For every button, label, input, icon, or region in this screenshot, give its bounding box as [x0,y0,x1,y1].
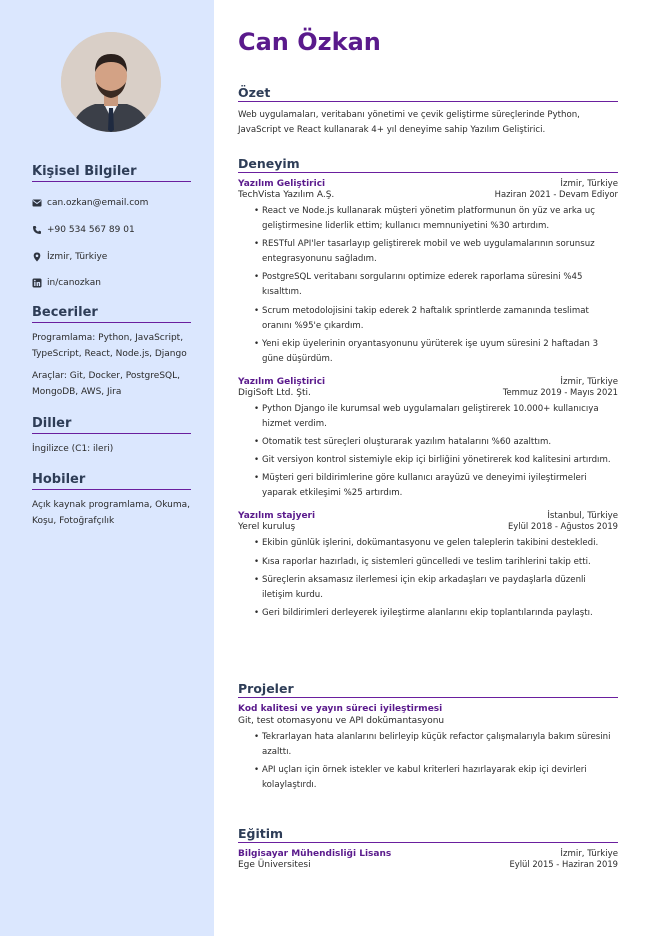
contact-linkedin[interactable] [32,270,191,297]
education-heading: Eğitim [238,826,618,843]
job-bullets [238,402,618,502]
job-dates: Temmuz 2019 - Mayıs 2021 [502,386,618,397]
contact-location-text: İzmir, Türkiye [47,251,108,262]
list-item: • PostgreSQL veritabanı sorgularını optimize ederek raporlama süresini %45 kısalttım. [254,270,618,300]
education-degree: Bilgisayar Mühendisliği Lisans [238,849,392,859]
contact-email-text: can.ozkan@email.com [47,198,149,209]
job-dates: Eylül 2018 - Ağustos 2019 [508,521,618,532]
page-title: Can Özkan [238,28,381,56]
job-location: İstanbul, Türkiye [547,511,618,522]
list-item: • Scrum metodolojisini takip ederek 2 haftalık sprintlerde zamanında teslimat oranını %95'e çıkardım. [254,304,618,334]
job-role: Yazılım stajyeri [238,511,316,522]
project-name: Kod kalitesi ve yayın süreci iyileştirmesi [238,704,443,714]
skills-tools: Araçlar: Git, Docker, PostgreSQL, MongoDB, AWS, Jira [32,371,180,397]
sidebar [0,0,214,936]
project-bullets [238,730,618,793]
contact-phone[interactable] [32,217,191,244]
education-school: Ege Üniversitesi [238,860,311,870]
list-item: • React ve Node.js kullanarak müşteri yönetim platformunun ön yüz ve arka uç geliştirmesine liderlik ettim; kullanıcı memnuniyetini %30 artırdım. [254,204,618,234]
languages-section [32,416,191,465]
project-tech: Git, test otomasyonu ve API dokümantasyonu [238,716,445,726]
job-company: TechVista Yazılım A.Ş. [238,190,335,200]
list-item: • Git versiyon kontrol sistemiyle ekip içi birliğini yönetirerek kod kalitesini artırdım. [254,453,618,468]
job-entry [238,511,618,621]
job-role: Yazılım Geliştirici [238,376,326,387]
summary-section [238,85,618,138]
job-company: DigiSoft Ltd. Şti. [238,387,311,398]
job-role: Yazılım Geliştirici [238,179,326,189]
experience-heading: Deneyim [238,156,618,173]
list-item: • Kısa raporlar hazırladı, iç sistemleri güncelledi ve teslim tarihlerini takip etti. [254,555,618,570]
list-item: • API uçları için örnek istekler ve kabul kriterleri hazırlayarak ekip içi devirleri kolaylaştırdı. [254,763,618,793]
list-item: • Python Django ile kurumsal web uygulamaları geliştirerek 10.000+ kullanıcıya hizmet verdim. [254,402,618,432]
skills-section [32,305,191,407]
hobbies-heading: Hobiler [32,472,191,490]
contact-email[interactable] [32,190,191,217]
list-item: • RESTful API'ler tasarlayıp geliştirerek mobil ve web uygulamalarının sorunsuz entegrasyonunu sağladım. [254,237,618,267]
location-pin-icon [32,252,42,262]
job-location: İzmir, Türkiye [560,179,618,189]
list-item: • Geri bildirimleri derleyerek iyileştirme alanlarını ekip toplantılarında paylaştı. [254,606,618,621]
job-company: Yerel kuruluş [238,522,296,533]
projects-heading: Projeler [238,681,618,698]
job-bullets [238,204,618,367]
personal-info-heading: Kişisel Bilgiler [32,164,191,182]
hobbies-text: Açık kaynak programlama, Okuma, Koşu, Fotoğrafçılık [32,500,191,526]
contact-location [32,243,191,270]
summary-text: Web uygulamaları, veritabanı yönetimi ve çevik geliştirme süreçlerinde Python, JavaScript ve React kullanarak 4+ yıl deneyime sahip Yazılım Geliştirici. [238,110,580,135]
languages-text: İngilizce (C1: ileri) [32,444,114,454]
skills-programming: Programlama: Python, JavaScript, TypeScript, React, Node.js, Django [32,333,187,359]
list-item: • Müşteri geri bildirimlerine göre kullanıcı arayüzü ve deneyimi iyileştirmeleri yaparak etkileşimi %25 artırdım. [254,471,618,501]
job-entry [238,377,618,502]
mail-icon [32,198,42,208]
list-item: • Otomatik test süreçleri oluşturarak yazılım hatalarını %60 azalttım. [254,435,618,450]
avatar [61,32,161,132]
skills-heading: Beceriler [32,305,191,323]
list-item: • Ekibin günlük işlerini, dokümantasyonu ve gelen taleplerin takibini destekledi. [254,536,618,551]
phone-icon [32,225,42,235]
personal-info-section [32,164,191,297]
education-dates: Eylül 2015 - Haziran 2019 [509,859,618,869]
job-bullets [238,536,618,621]
list-item: • Süreçlerin aksamasız ilerlemesi için ekip arkadaşları ve paydaşlarla düzenli iletişim kurdu. [254,573,618,603]
hobbies-section [32,472,191,536]
job-entry [238,179,618,367]
projects-section [238,681,618,796]
contact-linkedin-text: in/canozkan [47,278,101,289]
experience-section [238,156,618,631]
linkedin-icon [32,278,42,288]
job-location: İzmir, Türkiye [560,376,618,387]
education-location: İzmir, Türkiye [560,849,618,859]
contact-phone-text: +90 534 567 89 01 [47,225,135,236]
languages-heading: Diller [32,416,191,434]
list-item: • Tekrarlayan hata alanlarını belirleyip küçük refactor çalışmalarıyla bakım süresini azalttı. [254,730,618,760]
job-dates: Haziran 2021 - Devam Ediyor [494,189,618,199]
list-item: • Yeni ekip üyelerinin oryantasyonunu yürüterek işe uyum süresini 2 haftadan 3 güne düşürdüm. [254,337,618,367]
education-section [238,826,618,870]
summary-heading: Özet [238,85,618,102]
